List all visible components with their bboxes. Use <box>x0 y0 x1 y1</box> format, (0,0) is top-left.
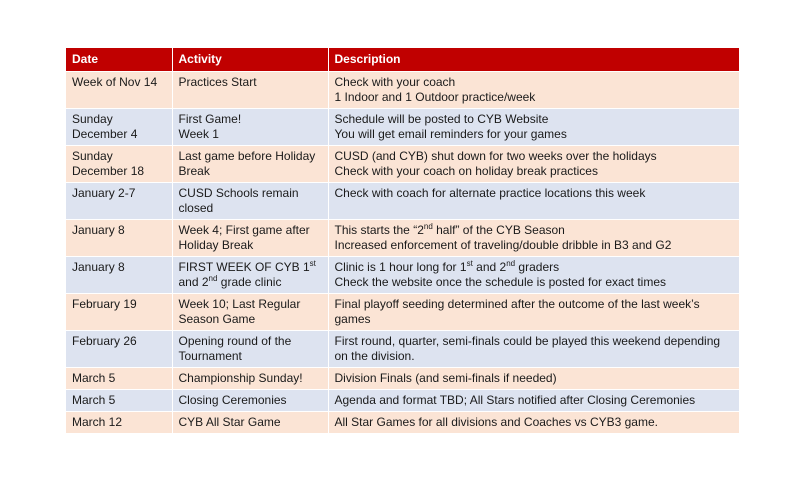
activity-cell <box>172 72 328 109</box>
activity-line: FIRST WEEK OF CYB 1st and 2nd grade clinic <box>178 259 316 289</box>
description-line: You will get email reminders for your games <box>334 127 567 141</box>
description-line: Check with your coach on holiday break practices <box>334 164 598 178</box>
description-line: Increased enforcement of traveling/double dribble in B3 and G2 <box>334 238 672 252</box>
description-cell <box>328 183 739 220</box>
description-cell <box>328 331 739 368</box>
description-line: Schedule will be posted to CYB Website <box>334 112 549 126</box>
description-line: Division Finals (and semi-finals if needed) <box>334 371 557 385</box>
header-row <box>66 48 739 72</box>
table-row <box>66 72 739 109</box>
description-cell <box>328 294 739 331</box>
activity-line: Week 10; Last Regular Season Game <box>178 297 301 326</box>
date-cell: February 26 <box>66 331 172 368</box>
description-cell <box>328 368 739 390</box>
description-cell <box>328 257 739 294</box>
description-line: First round, quarter, semi-finals could be played this weekend depending on the division. <box>334 334 721 363</box>
description-cell <box>328 390 739 412</box>
date-cell: Sunday December 4 <box>66 109 172 146</box>
description-line: 1 Indoor and 1 Outdoor practice/week <box>334 90 536 104</box>
activity-line: First Game! <box>178 112 242 126</box>
schedule-body <box>66 72 739 434</box>
date-cell: January 8 <box>66 257 172 294</box>
activity-line: CUSD Schools remain closed <box>178 186 299 215</box>
table-row <box>66 294 739 331</box>
table-row <box>66 412 739 434</box>
activity-line: Week 1 <box>178 127 219 141</box>
description-cell <box>328 109 739 146</box>
table-row <box>66 331 739 368</box>
description-cell <box>328 220 739 257</box>
date-cell: Sunday December 18 <box>66 146 172 183</box>
description-line: Final playoff seeding determined after the outcome of the last week’s games <box>334 297 700 326</box>
date-cell: March 5 <box>66 368 172 390</box>
table-row <box>66 368 739 390</box>
activity-line: Championship Sunday! <box>178 371 303 385</box>
description-line: Clinic is 1 hour long for 1st and 2nd graders <box>334 259 560 274</box>
description-line: Agenda and format TBD; All Stars notified after Closing Ceremonies <box>334 393 696 407</box>
activity-cell <box>172 368 328 390</box>
description-cell <box>328 146 739 183</box>
header-activity: Activity <box>172 48 328 72</box>
table-row <box>66 183 739 220</box>
description-cell <box>328 72 739 109</box>
activity-line: Closing Ceremonies <box>178 393 287 407</box>
date-cell: March 12 <box>66 412 172 434</box>
activity-cell <box>172 146 328 183</box>
activity-cell <box>172 220 328 257</box>
description-line: All Star Games for all divisions and Coaches vs CYB3 game. <box>334 415 658 429</box>
table-row <box>66 109 739 146</box>
date-cell: January 2-7 <box>66 183 172 220</box>
activity-cell <box>172 183 328 220</box>
activity-cell <box>172 331 328 368</box>
table-row <box>66 257 739 294</box>
table-row <box>66 146 739 183</box>
date-cell: February 19 <box>66 294 172 331</box>
activity-cell <box>172 390 328 412</box>
header-description: Description <box>328 48 739 72</box>
date-cell: Week of Nov 14 <box>66 72 172 109</box>
description-cell <box>328 412 739 434</box>
activity-line: Opening round of the Tournament <box>178 334 292 363</box>
description-line: CUSD (and CYB) shut down for two weeks over the holidays <box>334 149 657 163</box>
date-cell: March 5 <box>66 390 172 412</box>
date-cell: January 8 <box>66 220 172 257</box>
description-line: This starts the “2nd half” of the CYB Season <box>334 222 565 237</box>
activity-line: CYB All Star Game <box>178 415 281 429</box>
activity-line: Last game before Holiday Break <box>178 149 316 178</box>
description-line: Check with coach for alternate practice locations this week <box>334 186 646 200</box>
schedule-table <box>66 48 739 433</box>
activity-cell <box>172 412 328 434</box>
description-line: Check with your coach <box>334 75 456 89</box>
activity-cell <box>172 257 328 294</box>
activity-line: Practices Start <box>178 75 257 89</box>
activity-cell <box>172 109 328 146</box>
activity-cell <box>172 294 328 331</box>
table-row <box>66 220 739 257</box>
table-row <box>66 390 739 412</box>
activity-line: Week 4; First game after Holiday Break <box>178 223 310 252</box>
description-line: Check the website once the schedule is posted for exact times <box>334 275 667 289</box>
header-date: Date <box>66 48 172 72</box>
